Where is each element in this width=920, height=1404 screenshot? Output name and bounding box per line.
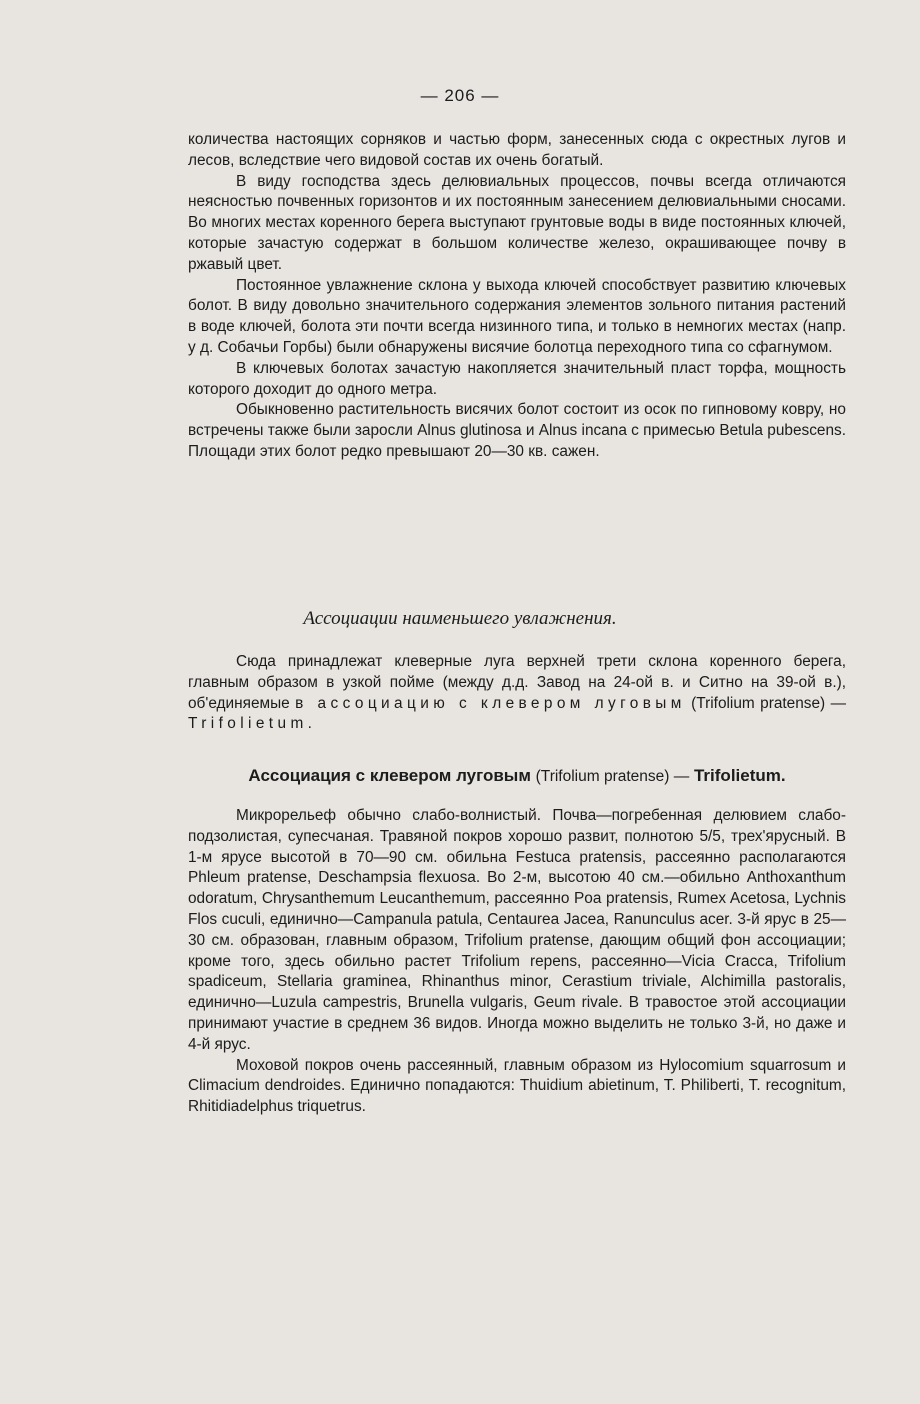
section-1-text	[188, 130, 846, 463]
section-heading-italic: Ассоциации наименьшего увлажнения.	[303, 608, 617, 629]
section-2-text	[188, 652, 846, 735]
page-number: — 206 —	[420, 86, 500, 105]
section-3-text	[188, 806, 846, 1118]
paragraph: количества настоящих сорняков и частью форм, занесенных сюда с окрестных лугов и лесов, вследствие чего видовой состав их очень богатый.	[188, 131, 846, 169]
paragraph: В ключевых болотах зачастую накопляется значительный пласт торфа, мощность которого доходит до одного метра.	[188, 359, 846, 398]
spaced-emphasis: Trifolietum.	[188, 715, 317, 733]
paragraph: Постоянное увлажнение склона у выхода ключей способствует развитию ключевых болот. В виду довольно значительного содержания элементов зольного питания растений в воде ключей, болота эти почти всегда низинного типа, и только в немногих местах (напр. у д. Собачьи Горбы) были обнаружены висячие болотца переходного типа со сфагнумом.	[188, 276, 846, 356]
heading-bold-part: Trifolietum.	[693, 766, 786, 785]
paragraph: Микрорельеф обычно слабо-волнистый. Почва—погребенная делювием слабо-подзолистая, супесчаная. Травяной покров хорошо развит, полнотою 5/5, трех'ярусный. В 1-м ярусе высотой в 70—90 см. обильна Festuca pratensis, рассеянно располагаются Phleum pratense, Deschampsia flexuosa. Во 2-м, высотою 40 см.—обильно Anthoxanthum odoratum, Chrysanthemum Leucanthemum, рассеянно Poa pratensis, Rumex Acetosa, Lychnis Flos cuculi, единично—Campanula patula, Centaurea Jacea, Ranunculus acer. 3-й ярус в 25—30 см. образован, главным образом, Trifolium pratense, дающим общий фон ассоциации; кроме того, здесь обильно растет Trifolium repens, рассеянно—Vicia Cracca, Trifolium spadiceum, Stellaria graminea, Rhinanthus minor, Cerastium triviale, Alchimilla pastoralis, единично—Luzula campestris, Brunella vulgaris, Geum rivale. В травостое этой ассоциации принимают участие в среднем 36 видов. Иногда можно выделить не только 3-й, но даже и 4-й ярус.	[188, 807, 846, 1053]
heading-bold-part: Ассоциация с клевером луговым	[248, 766, 531, 785]
association-heading	[188, 766, 846, 786]
paragraph: В виду господства здесь делювиальных процессов, почвы всегда отличаются неясностью почвенных горизонтов и их постоянным занесением делювиальными сносами. Во многих местах коренного берега выступают грунтовые воды в виде постоянных ключей, которые зачастую содержат в большом количестве железо, окрашивающее почву в ржавый цвет.	[188, 172, 846, 273]
paragraph	[188, 652, 846, 735]
heading-latin-part: (Trifolium pratense) —	[535, 768, 690, 785]
paragraph-text: Сюда принадлежат клеверные луга верхней трети склона коренного берега, главным образом в узкой пойме (между д.д. Завод на 24-ой в. и Ситно на 39-ой в.), об'единяемые	[188, 653, 846, 712]
paragraph: Моховой покров очень рассеянный, главным образом из Hylocomium squarrosum и Climacium dendroides. Единично попадаются: Thuidium abietinum, T. Philiberti, T. recognitum, Rhitidiadelphus triquetrus.	[188, 1056, 846, 1116]
spaced-emphasis: в ассоциацию с клевером луговым	[295, 694, 686, 712]
paragraph-text: (Trifolium pratense) —	[691, 694, 846, 712]
paragraph: Обыкновенно растительность висячих болот состоит из осок по гипновому ковру, но встречены также были заросли Alnus glutinosa и Alnus incana с примесью Betula pubescens. Площади этих болот редко превышают 20—30 кв. сажен.	[188, 401, 846, 460]
